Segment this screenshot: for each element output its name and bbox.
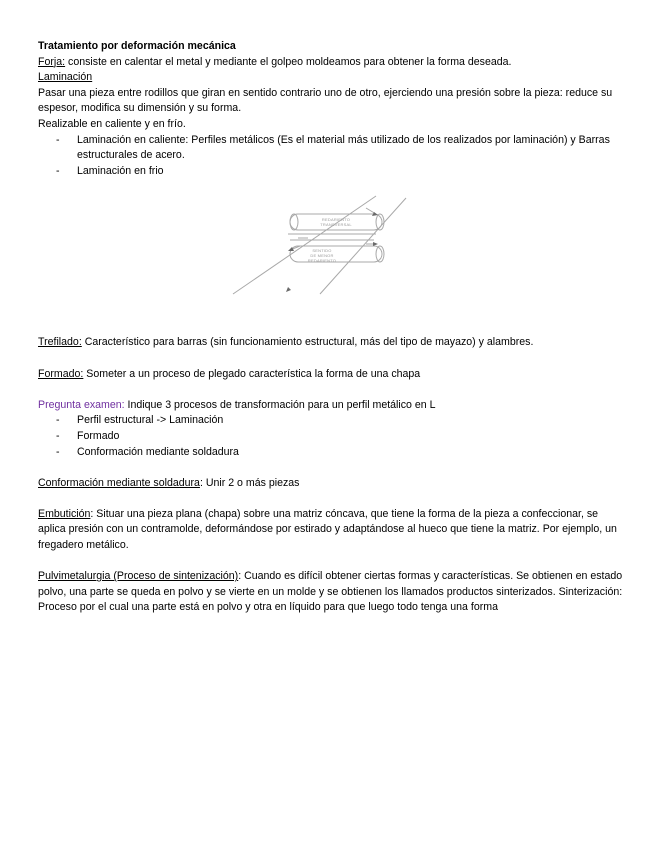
bullet-dash: - <box>56 429 60 442</box>
embuticion-text: : Situar una pieza plana (chapa) sobre una matriz cóncava, que tiene la forma de la pieza a confeccionar, se aplica presión con un contramolde, deformándose por estirado y adaptándose al hueco que tiene la matriz. Por ejemplo, un fregadero metálico. <box>38 507 617 552</box>
spacer <box>38 460 628 476</box>
soldadura-text: : Unir 2 o más piezas <box>199 476 300 489</box>
bullet-text: Laminación en frio <box>77 164 164 177</box>
trefilado-term: Trefilado: <box>38 336 82 349</box>
spacer <box>38 382 628 398</box>
rollers-diagram <box>228 194 410 296</box>
formado-term: Formado: <box>38 367 84 380</box>
laminacion-bullet-cold <box>38 164 628 180</box>
diagonal-line <box>233 196 376 294</box>
laminacion-description: Pasar una pieza entre rodillos que giran en sentido contrario uno de otro, ejerciendo una presión sobre la pieza: reduce su espesor, modifica su dimensión y su forma. <box>38 86 613 115</box>
pregunta-label: Pregunta examen: <box>38 398 125 411</box>
lamination-rollers-figure <box>228 194 410 296</box>
bullet-text: Conformación mediante soldadura <box>77 445 239 458</box>
bullet-dash: - <box>56 414 60 427</box>
formado-paragraph <box>38 367 628 383</box>
trefilado-paragraph <box>38 335 628 351</box>
bullet-text: Formado <box>77 429 120 442</box>
laminacion-bullet-hot <box>38 133 628 164</box>
embuticion-paragraph <box>38 507 628 554</box>
pregunta-bullet-3 <box>38 445 628 461</box>
arrow-head <box>373 242 378 246</box>
pregunta-text: Indique 3 procesos de transformación para un perfil metálico en L <box>124 398 436 411</box>
soldadura-term: Conformación mediante soldadura <box>38 476 200 489</box>
bullet-text: Perfil estructural -> Laminación <box>77 414 224 427</box>
figure-label: DE MENOR <box>310 253 334 258</box>
formado-text: Someter a un proceso de plegado característica la forma de una chapa <box>83 367 421 380</box>
pulvimetalurgia-term: Pulvimetalurgia (Proceso de sintenización) <box>38 570 239 583</box>
pulvimetalurgia-paragraph <box>38 569 628 616</box>
bullet-dash: - <box>56 164 60 177</box>
spacer <box>38 554 628 570</box>
arrow-head <box>286 287 291 292</box>
forja-text: consiste en calentar el metal y mediante el golpeo moldeamos para obtener la forma deseada. <box>65 55 512 68</box>
document-page <box>38 39 628 616</box>
trefilado-text: Característico para barras (sin funcionamiento estructural, más del tipo de mayazo) y alambres. <box>81 336 534 349</box>
pregunta-bullet-1 <box>38 413 628 429</box>
bullet-dash: - <box>56 445 60 458</box>
top-roller-end <box>290 214 298 230</box>
document-title: Tratamiento por deformación mecánica <box>38 40 236 52</box>
bullet-text: Laminación en caliente: Perfiles metálicos (Es el material más utilizado de los realizados por laminación) y Barras estructurales de acero. <box>77 133 610 162</box>
figure-label: REDARIENTO <box>321 217 351 222</box>
figure-label: TRANSVERSAL <box>320 222 352 227</box>
laminacion-heading: Laminación <box>38 71 93 84</box>
bullet-dash: - <box>56 133 60 146</box>
forja-term: Forja: <box>38 55 66 68</box>
pregunta-paragraph <box>38 398 628 414</box>
pregunta-bullet-2 <box>38 429 628 445</box>
embuticion-term: Embutición <box>38 507 91 520</box>
forja-paragraph <box>38 55 628 71</box>
figure-label: SENTIDO <box>312 248 332 253</box>
laminacion-realizable: Realizable en caliente y en frío. <box>38 117 186 130</box>
spacer <box>38 351 628 367</box>
pulvimetalurgia-text: : Cuando es difícil obtener ciertas formas y características. Se obtienen en estado polvo, una parte se queda en polvo y se vierte en un molde y se obtienen los llamados productos sinterizados. Sinterización: Proceso por el cual una parte está en polvo y otra en líquido para que luego todo tenga una forma <box>38 570 623 614</box>
soldadura-paragraph <box>38 476 628 492</box>
spacer <box>38 491 628 507</box>
figure-label: REDARIENTO <box>307 258 337 263</box>
